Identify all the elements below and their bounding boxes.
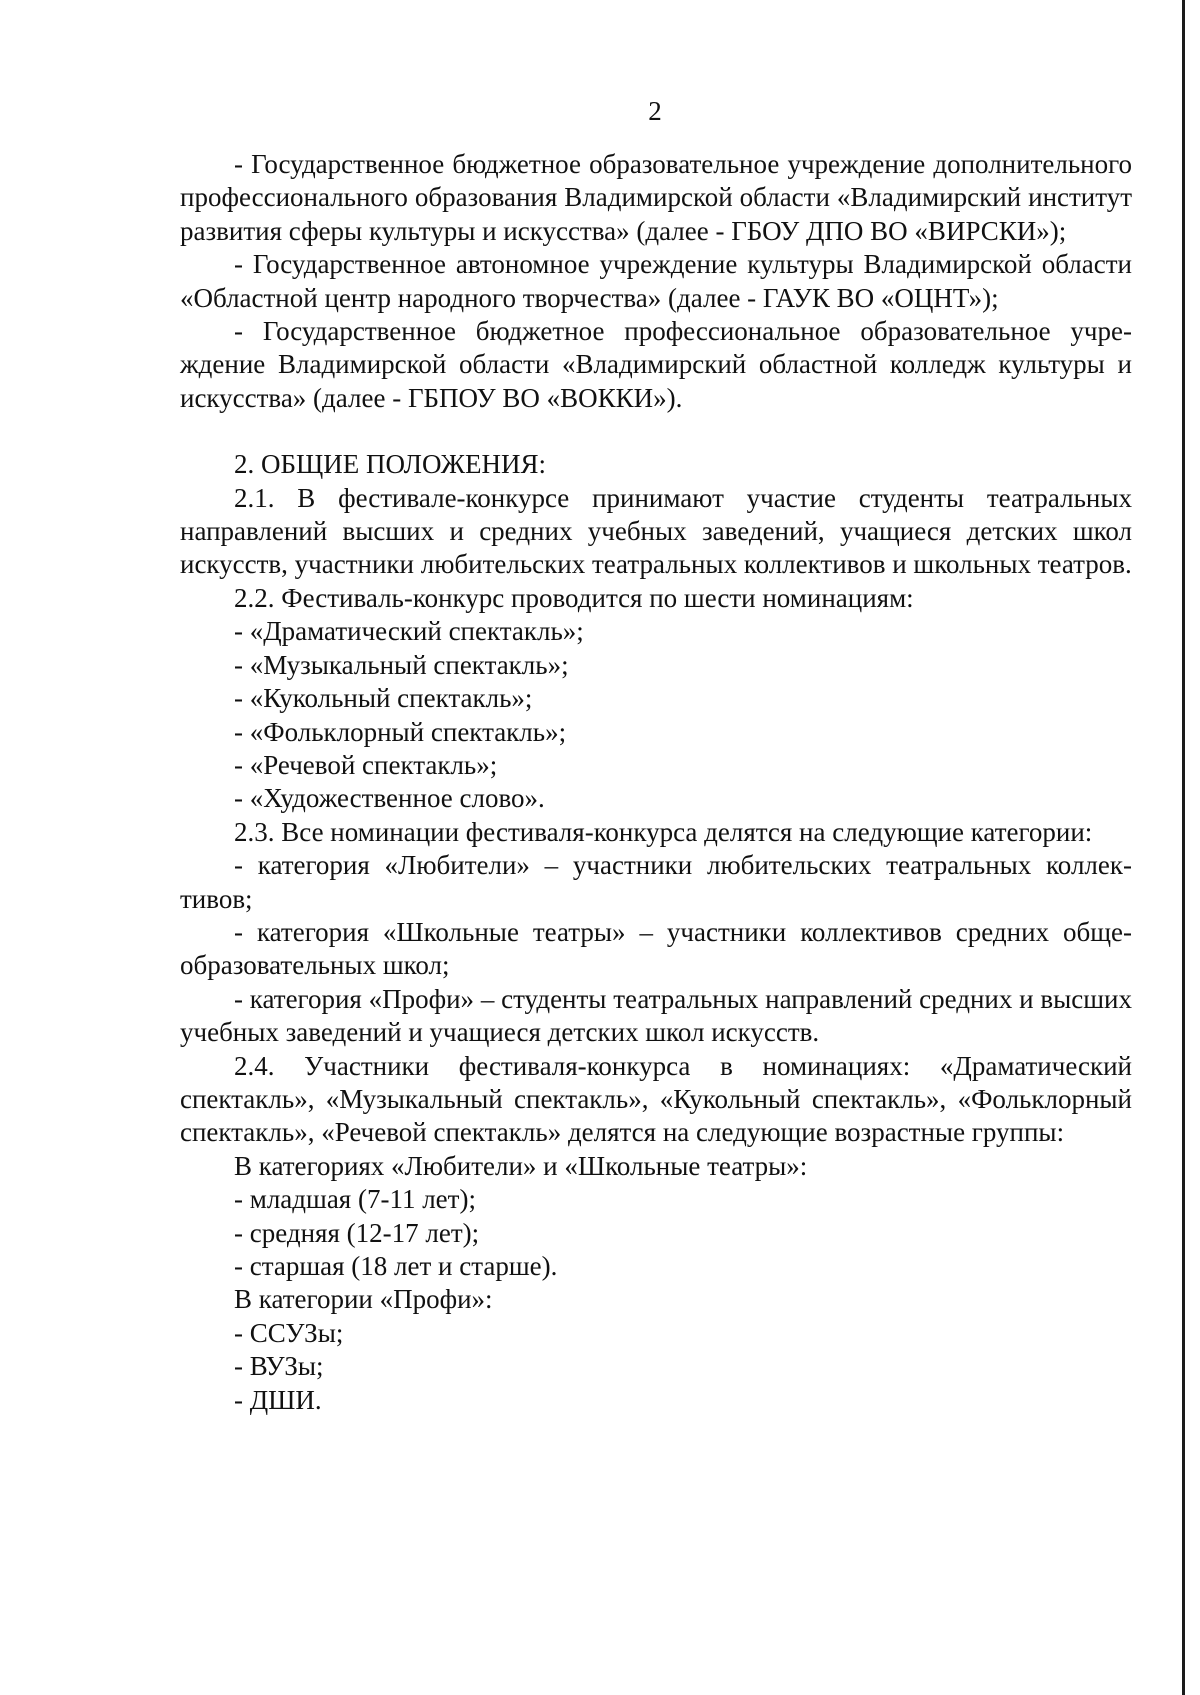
paragraph-2-1: 2.1. В фестивале-конкурсе принимают участие студенты театральных направлений высших и средних учебных заведений, учащиеся детских школ искусств, участники любительских театральных коллективов и школьных театров. [180, 482, 1132, 580]
category-amateurs: - категория «Любители» – участники любительских театральных коллективов; [180, 850, 1132, 914]
list-item: - «Речевой спектакль»; [234, 749, 498, 780]
list-item: - «Музыкальный спектакль»; [234, 649, 569, 680]
list-item: - «Художественное слово». [234, 783, 545, 814]
scan-edge-line [1182, 0, 1185, 1695]
paragraph-2-3: 2.3. Все номинации фестиваля-конкурса делятся на следующие категории: [234, 816, 1093, 847]
category-profi: - категория «Профи» – студенты театральных направлений средних и высших учебных заведений и учащиеся детских школ искусств. [180, 983, 1132, 1048]
list-item: - средняя (12-17 лет); [234, 1217, 480, 1248]
profi-groups-heading: В категории «Профи»: [234, 1284, 493, 1315]
list-item: - ССУЗы; [234, 1317, 344, 1348]
list-item: - «Кукольный спектакль»; [234, 683, 533, 714]
paragraph-2-2: 2.2. Фестиваль-конкурс проводится по шести номинациям: [234, 582, 914, 613]
list-item: - старшая (18 лет и старше). [234, 1251, 558, 1281]
list-item: - младшая (7-11 лет); [234, 1184, 476, 1215]
paragraph-organizer-ocnt: - Государственное автономное учреждение культуры Владимирской области «Областной центр народного творчества» (далее - ГАУК ВО «ОЦНТ»); [180, 249, 1132, 313]
list-item: - «Фольклорный спектакль»; [234, 716, 567, 747]
page-number: 2 [648, 96, 662, 126]
list-item: - ДШИ. [234, 1384, 322, 1415]
category-school-theaters: - категория «Школьные театры» – участники коллективов средних общеобразовательных школ; [180, 916, 1132, 981]
section-heading: 2. ОБЩИЕ ПОЛОЖЕНИЯ: [234, 449, 546, 480]
document-body [180, 148, 1132, 1417]
paragraph-organizer-vokki: - Государственное бюджетное профессиональное образовательное учреждение Владимирской области «Владимирский областной колледж культуры и искусства» (далее - ГБПОУ ВО «ВОККИ»). [180, 316, 1132, 413]
section-gap [180, 415, 1132, 448]
paragraph-2-4: 2.4. Участники фестиваля-конкурса в номинациях: «Драматический спектакль», «Музыкальный спектакль», «Кукольный спектакль», «Фольклорный спектакль», «Речевой спектакль» делятся на следующие возрастные группы: [180, 1050, 1132, 1148]
list-item: - «Драматический спектакль»; [234, 616, 584, 647]
age-groups-heading: В категориях «Любители» и «Школьные театры»: [234, 1150, 808, 1181]
list-item: - ВУЗы; [234, 1351, 324, 1382]
paragraph-organizer-virski: - Государственное бюджетное образовательное учреждение дополнительного профессионального образования Владимирской области «Владимирский институт развития сферы культуры и искусства» (далее - ГБОУ ДПО ВО «ВИРСКИ»); [180, 149, 1132, 246]
